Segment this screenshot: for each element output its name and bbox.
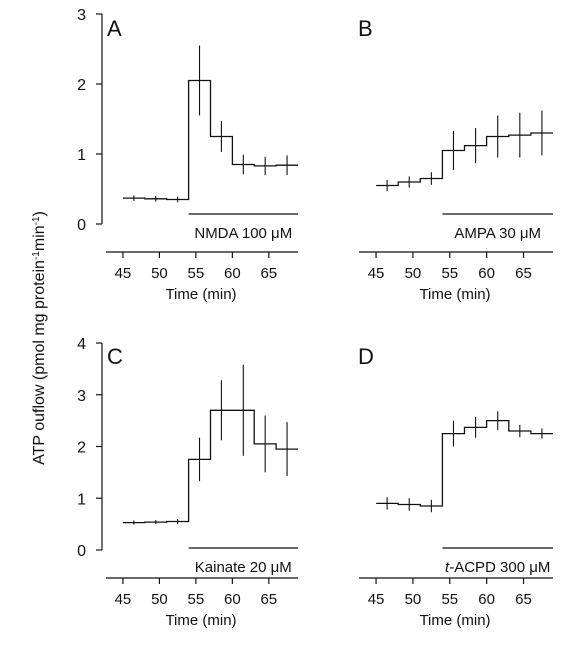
x-axis-label: Time (min) xyxy=(165,612,237,629)
data-trace xyxy=(376,421,553,506)
x-axis-label: Time (min) xyxy=(165,286,237,303)
x-tick-label: 45 xyxy=(367,265,385,282)
treatment-label-text: NMDA 100 μM xyxy=(194,225,293,242)
panel-b xyxy=(358,16,553,303)
x-tick-label: 55 xyxy=(187,265,205,282)
treatment-label-prefix: t xyxy=(445,559,450,576)
panel-a xyxy=(77,7,298,303)
x-tick-label: 65 xyxy=(260,591,278,608)
y-tick-label: 3 xyxy=(77,387,86,405)
data-trace xyxy=(123,410,298,522)
x-axis-label: Time (min) xyxy=(419,286,491,303)
x-tick-label: 60 xyxy=(478,591,495,608)
x-tick-label: 60 xyxy=(224,265,241,282)
x-tick-label: 50 xyxy=(151,265,168,282)
x-tick-label: 45 xyxy=(114,591,132,608)
x-tick-label: 65 xyxy=(515,265,532,282)
y-tick-label: 2 xyxy=(77,77,86,94)
treatment-label-text: -ACPD 300 μM xyxy=(449,559,551,576)
x-tick-label: 45 xyxy=(367,591,385,608)
panel-d xyxy=(358,344,553,629)
x-tick-label: 65 xyxy=(515,591,532,608)
x-tick-label: 50 xyxy=(404,265,422,282)
y-tick-label: 0 xyxy=(77,217,86,234)
panel-letter: A xyxy=(107,16,122,41)
y-tick-label: 0 xyxy=(77,543,86,560)
panel-c xyxy=(77,336,298,629)
y-tick-label: 1 xyxy=(77,491,86,509)
y-axis-label: ATP ouflow (pmol mg $protein^{-1}\min^{-1}$) xyxy=(30,211,48,465)
treatment-label xyxy=(195,559,292,576)
x-tick-label: 55 xyxy=(441,265,459,282)
panel-letter: C xyxy=(107,344,123,369)
x-tick-label: 55 xyxy=(441,591,459,608)
panel-letter: D xyxy=(358,344,374,369)
panel-letter: B xyxy=(358,16,373,41)
x-tick-label: 45 xyxy=(114,265,132,282)
data-trace xyxy=(376,133,553,186)
x-tick-label: 50 xyxy=(404,591,422,608)
x-tick-label: 50 xyxy=(151,591,168,608)
data-trace xyxy=(123,81,298,200)
x-tick-label: 55 xyxy=(187,591,205,608)
treatment-label-text: Kainate 20 μM xyxy=(194,559,292,576)
y-tick-label: 4 xyxy=(77,336,86,353)
y-tick-label: 1 xyxy=(77,147,86,164)
y-tick-label: 3 xyxy=(77,7,86,24)
treatment-label-text: AMPA 30 μM xyxy=(454,225,542,242)
treatment-label xyxy=(445,559,550,576)
x-tick-label: 65 xyxy=(260,265,278,282)
treatment-label xyxy=(194,225,292,242)
x-axis-label: Time (min) xyxy=(419,612,491,629)
y-tick-label: 2 xyxy=(77,439,86,457)
x-tick-label: 60 xyxy=(478,265,495,282)
x-tick-label: 60 xyxy=(224,591,241,608)
treatment-label xyxy=(454,225,541,242)
